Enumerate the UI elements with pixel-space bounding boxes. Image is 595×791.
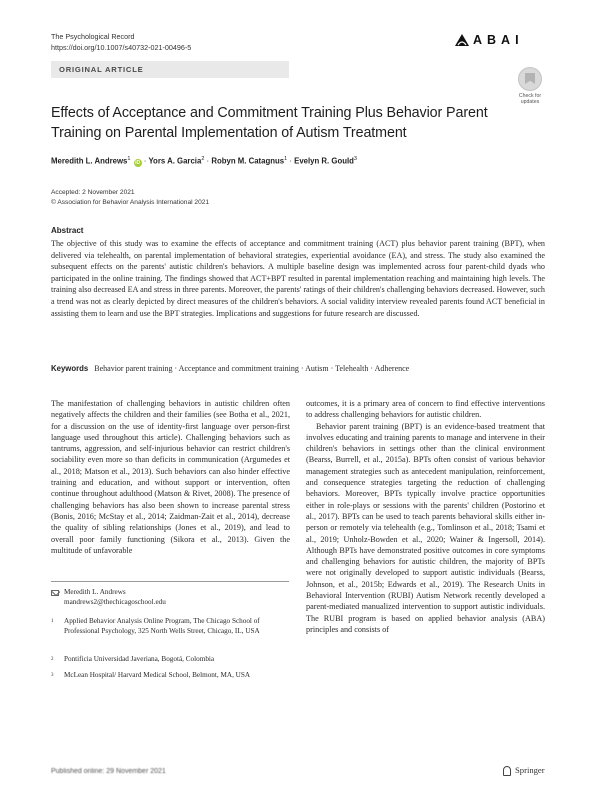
journal-header <box>51 31 191 53</box>
affiliation-text: McLean Hospital/ Harvard Medical School, Belmont, MA, USA <box>64 671 251 679</box>
affiliation-text: Applied Behavior Analysis Online Program, The Chicago School of Professional Psychology, 325 North Wells Street, Chicago, IL, USA <box>64 617 260 635</box>
abai-logo-text: ABAI <box>473 33 524 47</box>
abai-emblem-icon <box>454 33 470 47</box>
corresponding-author <box>51 588 289 610</box>
abstract-heading: Abstract <box>51 226 84 235</box>
author-affiliation-mark: 3 <box>353 156 357 162</box>
springer-label: Springer <box>515 765 545 775</box>
body-column-left <box>51 398 290 556</box>
accepted-date: Accepted: 2 November 2021 <box>51 189 135 196</box>
body-paragraph: outcomes, it is a primary area of concern to find effective interventions to address challenging behaviors for autistic children. <box>306 399 545 420</box>
springer-logo <box>502 765 545 775</box>
check-updates-line1: Check for <box>518 93 542 99</box>
footnote-divider <box>51 581 289 582</box>
affiliation-mark: 3 <box>51 673 54 678</box>
author-affiliation-mark: 1 <box>284 156 288 162</box>
check-updates-line2: updates <box>520 99 540 105</box>
author-name[interactable]: Meredith L. Andrews <box>51 156 128 166</box>
article-type-label: ORIGINAL ARTICLE <box>59 64 144 74</box>
affiliation-1 <box>51 617 289 649</box>
affiliation-mark: 1 <box>51 619 54 624</box>
article-dates <box>51 188 209 208</box>
author-name[interactable]: Evelyn R. Gould <box>294 156 354 166</box>
author-name[interactable]: Yors A. Garcia <box>148 156 202 166</box>
published-online: Published online: 29 November 2021 <box>51 768 166 775</box>
author-list: Meredith L. Andrews$^1$ iD · Yors A. Garcia$^2$ · Robyn M. Catagnus$^1$ · Evelyn R. Gould$^3$ <box>51 156 357 166</box>
keywords-label: Keywords <box>51 364 89 373</box>
abai-logo <box>454 33 524 47</box>
copyright-line: © Association for Behavior Analysis International 2021 <box>51 199 210 206</box>
envelope-icon <box>51 590 59 596</box>
keywords <box>51 364 551 373</box>
check-for-updates-badge[interactable] <box>513 67 547 105</box>
title-line-2: Training on Parental Implementation of Autism Treatment <box>51 124 407 141</box>
corresponding-name: Meredith L. Andrews <box>64 588 126 596</box>
doi-link[interactable]: https://doi.org/10.1007/s40732-021-00496-5 <box>51 43 192 52</box>
affiliation-2 <box>51 655 289 667</box>
springer-horse-icon <box>502 765 512 775</box>
corresponding-email[interactable]: mandrews2@thechicagoschool.edu <box>64 597 166 606</box>
author-affiliation-mark: 1 <box>127 156 131 162</box>
author-affiliation-mark: 2 <box>201 156 205 162</box>
article-type-bar <box>51 61 289 78</box>
affiliation-text: Pontificia Universidad Javeriana, Bogotá, Colombia <box>64 655 215 663</box>
article-title <box>51 104 521 143</box>
body-paragraph: Behavior parent training (BPT) is an evidence-based treatment that involves educating and training parents to manage and intervene in their children's behaviors in settings other than the clinical environment (Bearss, Burrell, et al., 2015a). BPTs often consist of various behavior management strategies such as antecedent manipulation, reinforcement, and consequence strategies targeting the reduction of challenging behaviors. Moreover, BPTs typically involve practice opportunities either in role-plays or sessions with the parents' children (Postorino et al., 2017). BPTs can be used to teach parents behavioral skills either in-person or remotely via telehealth (e.g., Tomlinson et al., 2018; Tsami et al., 2019; Unholz-Bowden et al., 2020; Wainer & Ingersoll, 2014). Although BPTs have demonstrated positive outcomes in core symptoms and challenging behaviors for autistic children, the majority of BPTs were not originally developed to support autistic individuals (Bearss, Johnson, et al., 2015b; Edwards et al., 2019). The Research Units in Behavioral Intervention (RUBI) Autism Network recently developed a parent-mediated manualized intervention to support autistic individuals. The RUBI program is based on applied behavior analysis (ABA) principles and consists of <box>306 421 545 634</box>
affiliation-mark: 2 <box>51 657 54 662</box>
orcid-icon[interactable]: iD <box>135 159 141 166</box>
journal-name: The Psychological Record <box>51 32 135 41</box>
check-updates-icon <box>518 67 542 91</box>
keywords-list: Behavior parent training · Acceptance and commitment training · Autism · Telehealth · Adherence <box>94 364 410 373</box>
abstract-text: The objective of this study was to examine the effects of acceptance and commitment training (ACT) plus behavior parent training (BPT), when delivered via telehealth, on parental implementation of behavioral strategies, experiential avoidance (EA), and stress. The study also examined the subsequent effects on the parents' autistic children's behaviors. A multiple baseline design was implemented across four parent-child dyads who participated in the online training. The findings showed that ACT+BPT resulted in parental implementation reaching and maintaining high levels. The training also decreased EA and stress in three parents. Moreover, the parents' ratings of their children's challenging behaviors decreased. However, such a trend was not as clearly depicted by direct measures of the children's behaviors. A social validity interview revealed parents found ACT beneficial in assisting them to learn and use the BPT strategies. Implications and suggestions for future research are discussed. <box>51 239 545 318</box>
body-column-right <box>306 398 545 635</box>
affiliation-3 <box>51 671 289 693</box>
title-line-1: Effects of Acceptance and Commitment Training Plus Behavior Parent <box>51 105 488 121</box>
body-paragraph: The manifestation of challenging behaviors in autistic children often negatively affects the children and their families (see Botha et al., 2021, for a discussion on the use of identity-first language over person-first language used throughout this article). Challenging behaviors such as tantrums, aggression, and self-injurious behavior can restrict children's sociability even more so than deficits in communication (Argumedes et al., 2018; Matson et al., 2013). Such behaviors can also hinder effective training and education, and without support or intervention, often continue throughout adulthood (Matson & Rivet, 2008). The presence of challenging behaviors has also been shown to increase parental stress (Bonis, 2016; McStay et al., 2014; Zaidman-Zait et al., 2014), decrease the quality of sibling relationships (Jones et al., 2019), and lead to overall poor family functioning (Sikora et al., 2013). Given the multitude of unfavorable <box>51 399 290 555</box>
author-name[interactable]: Robyn M. Catagnus <box>211 156 285 166</box>
